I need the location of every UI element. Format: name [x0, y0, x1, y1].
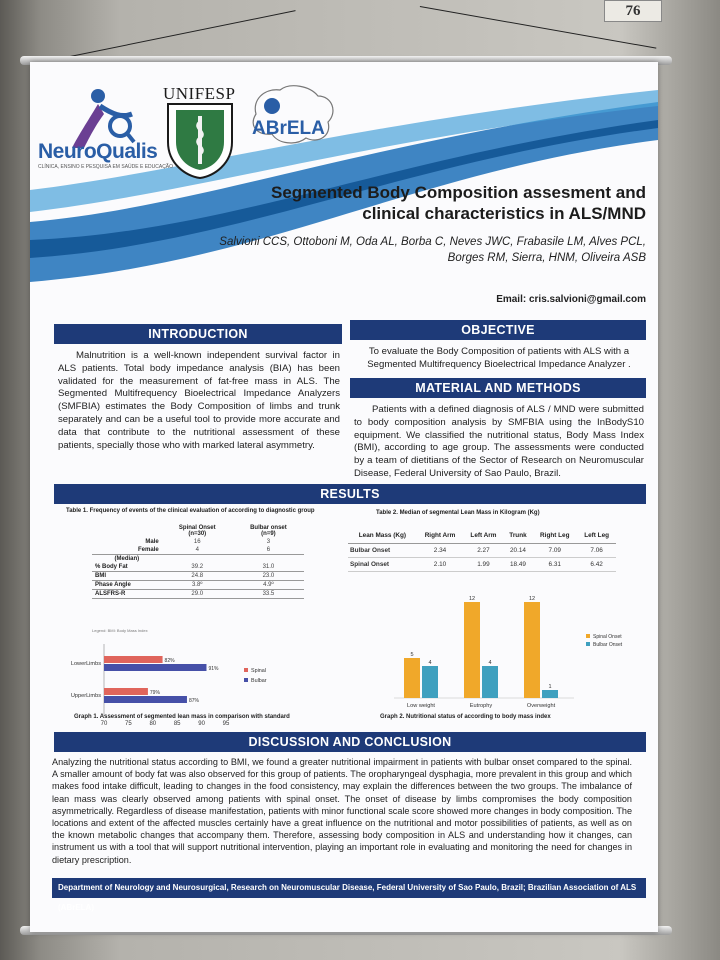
graph1-bar-label: 82% [164, 658, 175, 664]
scientific-poster [30, 62, 658, 932]
unifesp-name: UNIFESP [163, 84, 236, 103]
graph1-bar-label: 87% [188, 698, 199, 704]
table1-col1-header: Spinal Onset [178, 525, 216, 531]
graph2-caption: Graph 2. Nutritional status of according to body mass index [380, 714, 551, 720]
table2-header: Lean Mass (Kg) [348, 528, 417, 544]
poster-authors: Salvioni CCS, Ottoboni M, Oda AL, Borba C, Neves JWC, Frabasile LM, Alves PCL, Borges RM, Sierra, HNM, Oliveira ASB [219, 236, 646, 264]
contact-email: Email: cris.salvioni@gmail.com [496, 294, 646, 305]
table1-col1-n: (n=30) [188, 531, 207, 537]
table2 [348, 528, 616, 572]
poster-title: Segmented Body Composition assesment and clinical characteristics in ALS/MND [270, 183, 646, 223]
neuroqualis-subtitle: CLÍNICA, ENSINO E PESQUISA EM SAÚDE E EDUCAÇÃO [38, 164, 174, 170]
graph1-caption: Graph 1. Assessment of segmented lean mass in comparison with standard [74, 714, 290, 720]
table-row: % Body Fat 39.2 31.0 [92, 563, 304, 572]
discussion-text: Analyzing the nutritional status according to BMI, we found a greater nutritional impairment in patients with bulbar onset compared to the spinal. A smaller amount of body fat was also observed for this group of patients. The oropharyngeal dysphagia, more prevalent in this group and which makes food intake difficult, leading to changes in the food consistency, may explain the differences between the two groups. The imbalance of lean mass was clearly observed among patients with spinal onset. The onset of disease by limbs compromises the body composition asymmetrically. Regardless of disease manifestation, patients with minor functional scale score showed more changes in body composition. The locations and extent of the affected muscles certainly have a great influence on the nutritional and motor possibilities of patients, as well as on the known metabolic changes that accompany them. Therefore, assessing body composition in ALS and understanding how it changes, can instrument us with a tool that will support nutritional intervention, playing an important role in evaluating and monitoring the need for changes in dietary prescription. [52, 757, 632, 865]
table1-legend: Legend: BMI: Body Mass Index [92, 628, 148, 633]
graph1-legend-label: Bulbar [251, 678, 267, 684]
graph1-x-tick: 90 [198, 721, 205, 727]
table2-header: Left Arm [463, 528, 503, 544]
graph2-bar-label: 4 [488, 660, 492, 666]
table2-header: Right Arm [417, 528, 464, 544]
graph2-bar-label: 4 [428, 660, 432, 666]
table2-caption: Table 2. Median of segmental Lean Mass in Kilogram (Kg) [376, 510, 540, 516]
table-row: ALSFRS-R 29.0 33.5 [92, 590, 304, 599]
graph2-bar [464, 602, 480, 698]
graph1-bar [104, 688, 148, 695]
results-heading: RESULTS [54, 484, 646, 504]
table2-header: Trunk [504, 528, 533, 544]
discussion-heading: DISCUSSION AND CONCLUSION [54, 732, 646, 752]
table-row: Bulbar Onset 2.34 2.27 20.14 7.09 7.06 [348, 544, 616, 558]
unifesp-seal-icon [164, 102, 236, 180]
graph2-bar [524, 602, 540, 698]
graph2-legend-label: Bulbar Onset [593, 642, 623, 648]
graph1-bar [104, 696, 187, 703]
graph2-bar-label: 12 [468, 596, 476, 602]
graph2-legend-label: Spinal Onset [593, 634, 622, 640]
graph2-bar-label: 5 [410, 652, 414, 658]
graph2-legend-swatch [586, 642, 590, 646]
graph1-legend-label: Spinal [251, 668, 266, 674]
graph2-bar-label: 1 [548, 684, 552, 690]
introduction-heading: INTRODUCTION [54, 324, 342, 344]
table-row: Female 4 6 [92, 546, 304, 555]
graph1-legend-swatch [244, 678, 248, 682]
neuroqualis-name: NeuroQualis [38, 140, 158, 163]
graph1-x-tick: 70 [100, 721, 108, 727]
methods-text: Patients with a defined diagnosis of ALS / MND were submitted to body composition analysis by SMFBIA using the InBodyS10 equipment. We classified the nutritional status, Body Mass Index (BMI), according to age group. The assessments were conducted by a team of dietitians of the Sector of Research on Neuromuscular Disease, Federal University of Sao Paulo, Brazil. [354, 404, 644, 479]
graph2-category-label: Overweight [526, 703, 556, 709]
table-row: Spinal Onset 2.10 1.99 18.49 6.31 6.42 [348, 558, 616, 572]
introduction-text: Malnutrition is a well-known independent survival factor in ALS patients. Total body impedance analysis (BIA) has been validated for the measurement of fat-free mass in ALS. The Segmented Multifrequency Bioelectrical Impedance Analyzers (SMFBIA) estimates the Body Composition of limbs and trunk separately and can be a useful tool to provide more accurate and data that contribute to the nutritional assessment of these patients, specially those who with marked lateral asymmetry. [58, 350, 340, 451]
table-row: (Median) [114, 556, 140, 562]
table1-caption: Table 1. Frequency of events of the clinical evaluation of according to diagnostic group [66, 508, 315, 514]
graph2-chart [374, 592, 634, 714]
table-row: Phase Angle 3.8º 4.9º [92, 581, 304, 590]
table-row: BMI 24.8 23.0 [92, 572, 304, 581]
table1-col2-n: (n=9) [261, 531, 276, 537]
board-number: 76 [604, 0, 662, 22]
methods-heading: MATERIAL AND METHODS [350, 378, 646, 398]
graph1-bar [104, 656, 163, 663]
graph2-bar [404, 658, 420, 698]
graph2-bar [482, 666, 498, 698]
graph2-bar [422, 666, 438, 698]
table1 [92, 524, 304, 599]
graph1-bar [104, 664, 206, 671]
abrela-name: ABrELA [252, 118, 325, 139]
table1-col2-header: Bulbar onset [250, 525, 287, 531]
graph1-x-tick: 95 [222, 721, 230, 727]
graph1-bar-label: 79% [149, 690, 160, 696]
graph2-category-label: Eutrophy [469, 703, 493, 709]
graph1-x-tick: 75 [125, 721, 132, 727]
graph1-bar-label: 91% [208, 666, 219, 672]
table-row: Male 16 3 [145, 539, 271, 545]
objective-heading: OBJECTIVE [350, 320, 646, 340]
graph1-x-tick: 85 [173, 721, 181, 727]
graph1-category-label: LowerLimbs [70, 661, 101, 667]
graph1-x-tick: 80 [149, 721, 157, 727]
graph1-legend-swatch [244, 668, 248, 672]
graph2-category-label: Low weight [407, 703, 435, 709]
graph1-category-label: UpperLimbs [70, 693, 101, 699]
table2-header: Right Leg [532, 528, 577, 544]
graph2-bar-label: 12 [528, 596, 536, 602]
objective-text: To evaluate the Body Composition of patients with ALS with a Segmented Multifrequency Bioelectrical Impedance Analyzer . [367, 346, 631, 370]
graph2-bar [542, 690, 558, 698]
table2-header: Left Leg [577, 528, 616, 544]
poster-footer: Department of Neurology and Neurosurgical, Research on Neuromuscular Disease, Federal University of Sao Paulo, Brazil; Brazilian Association of ALS (ABrELA) [52, 878, 646, 898]
graph2-legend-swatch [586, 634, 590, 638]
